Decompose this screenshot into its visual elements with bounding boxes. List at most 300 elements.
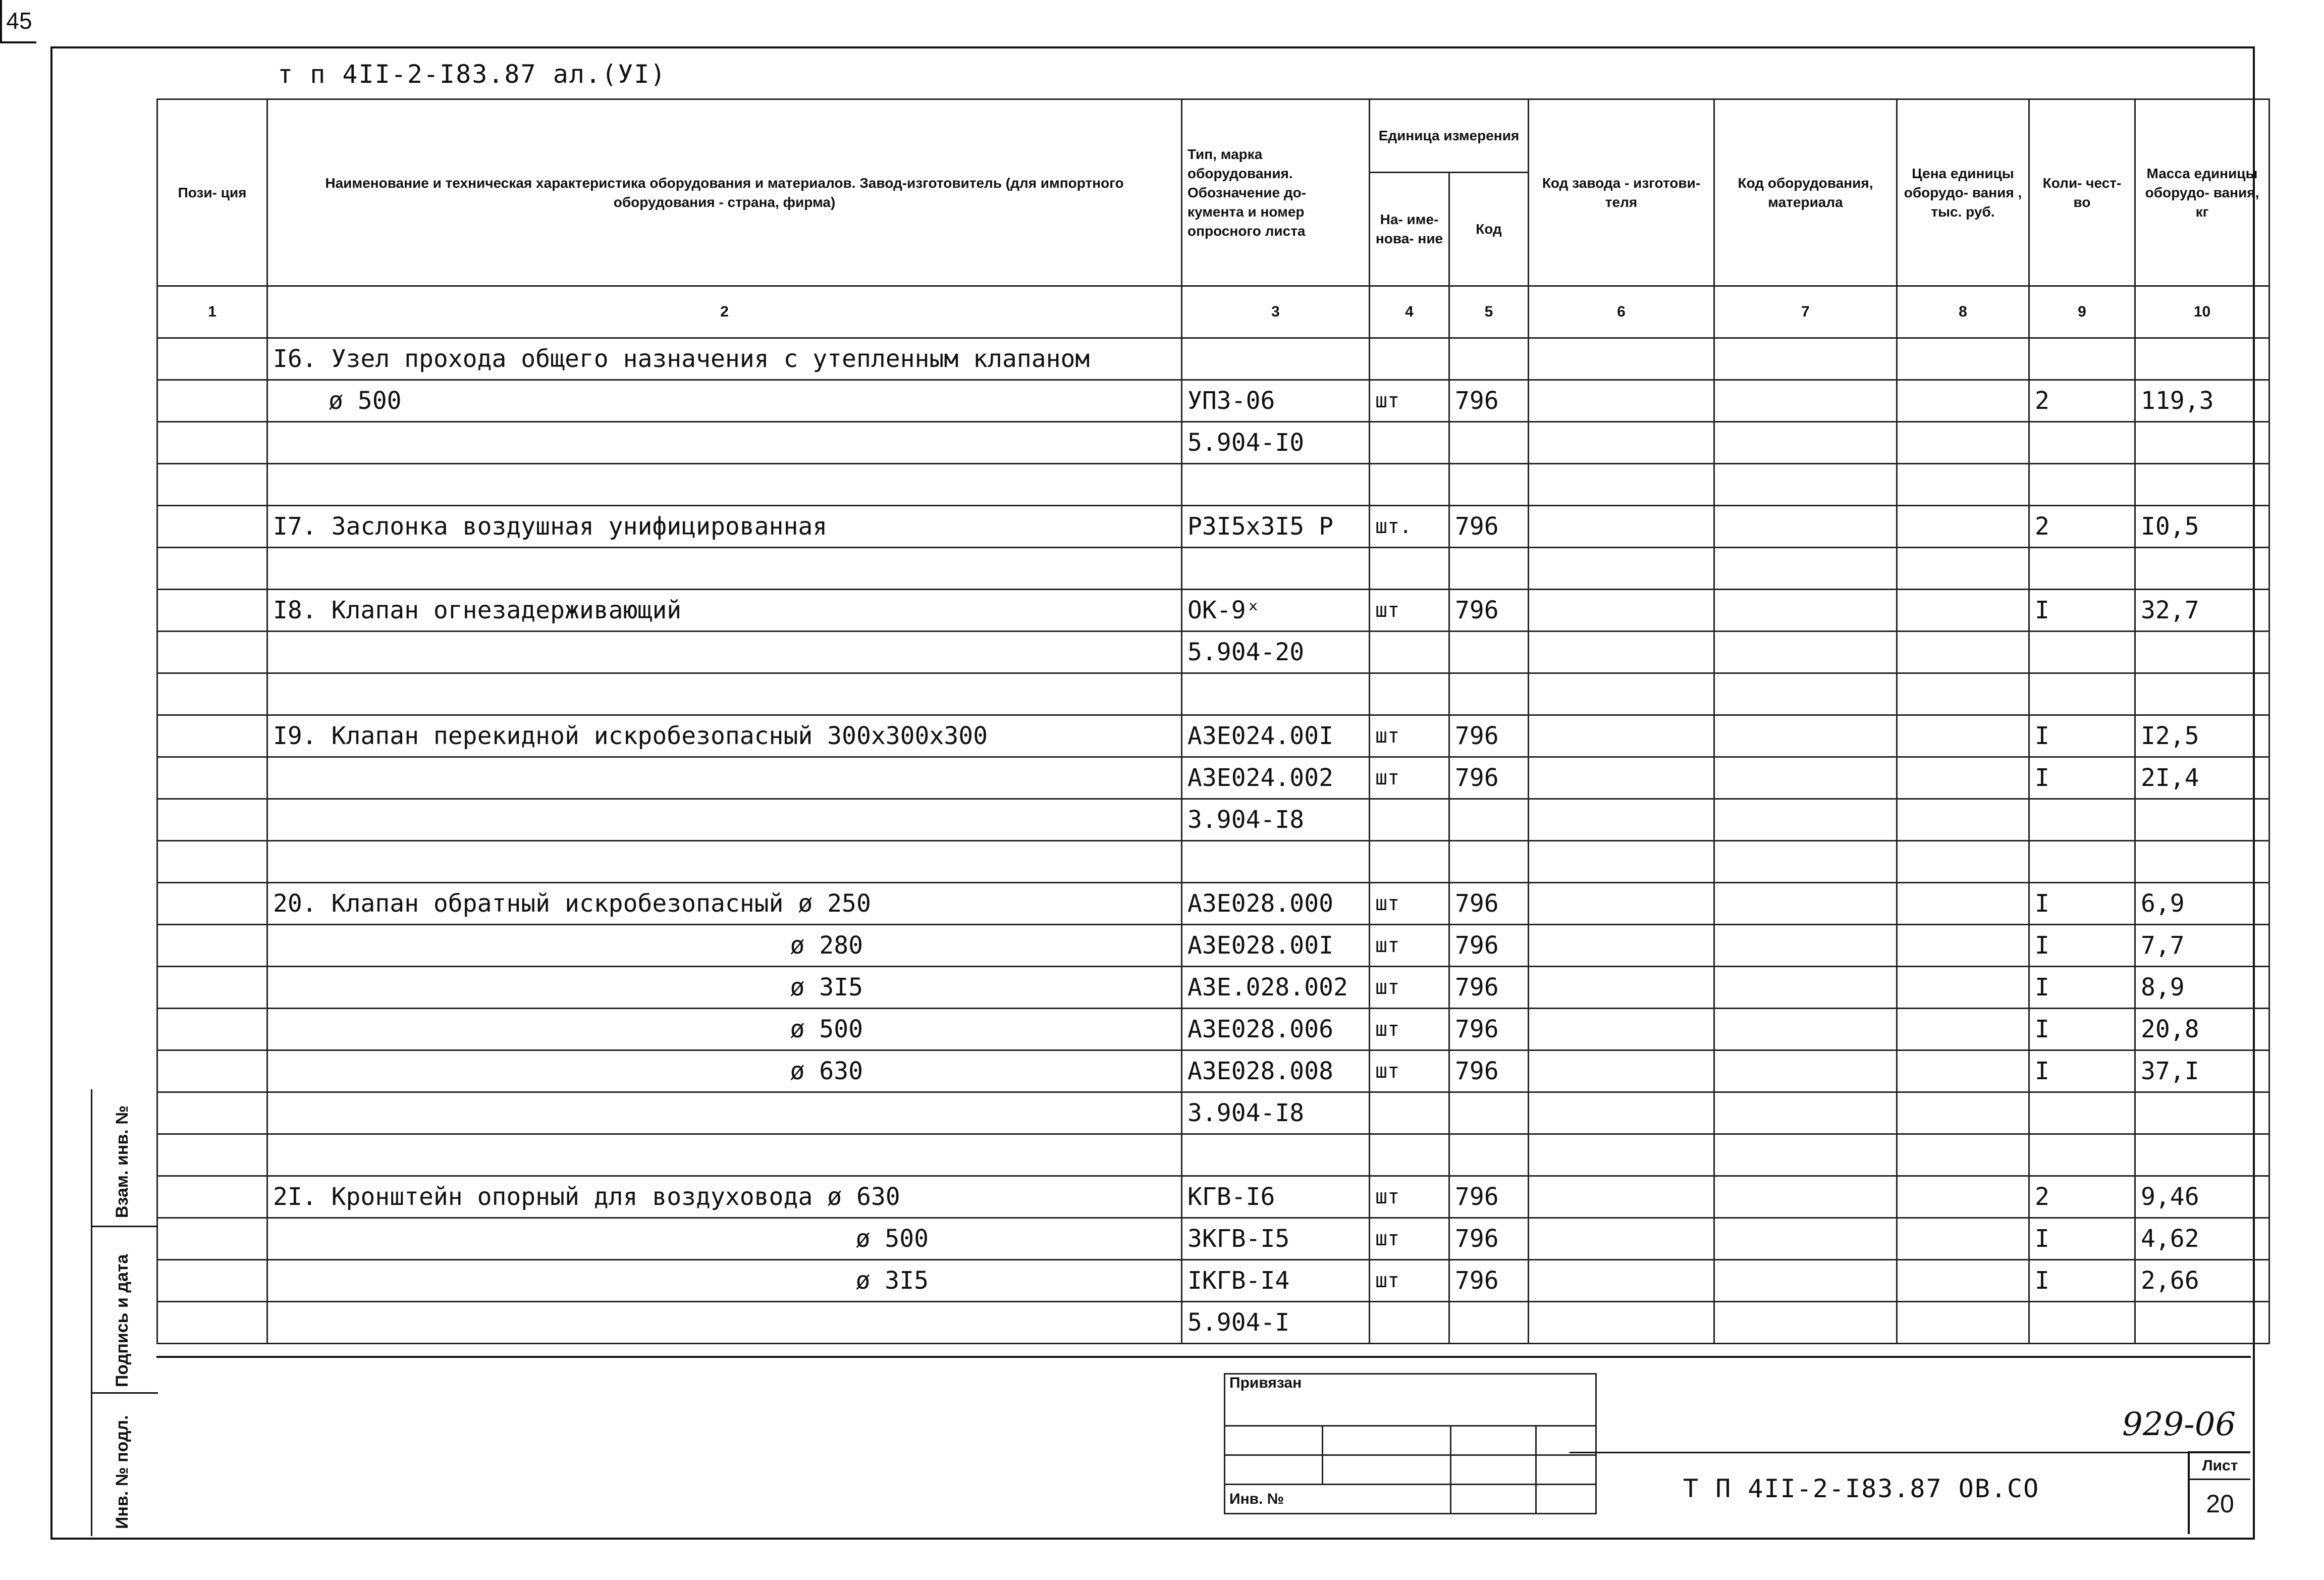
cell-code (1449, 1134, 1529, 1176)
cell-qty (2029, 841, 2135, 883)
cell-code: 796 (1449, 506, 1529, 548)
cell-mass (2135, 422, 2269, 464)
table-row (157, 757, 2269, 799)
cell-unit: шт (1370, 1009, 1449, 1050)
cell-qty (2029, 1092, 2135, 1134)
cell-code: 796 (1449, 1050, 1529, 1092)
cell-type: 5.904-I0 (1182, 422, 1370, 464)
cell-pos (157, 967, 267, 1009)
cell-unit (1370, 673, 1449, 715)
cell-unit: шт (1370, 380, 1449, 422)
cell-price (1897, 841, 2029, 883)
cell-factory (1529, 1009, 1714, 1050)
table-row (157, 464, 2269, 506)
cell-type: А3Е028.00I (1182, 925, 1370, 967)
cell-factory (1529, 338, 1714, 380)
side-cell-replacement (92, 1089, 158, 1227)
cell-factory (1529, 1050, 1714, 1092)
cell-name (267, 1092, 1182, 1134)
cell-code: 796 (1449, 380, 1529, 422)
col-header-unit-name: На- име- нова- ние (1370, 173, 1449, 286)
cell-factory (1529, 631, 1714, 673)
col-number: 3 (1182, 286, 1370, 338)
cell-pos (157, 841, 267, 883)
cell-qty (2029, 673, 2135, 715)
cell-equip (1714, 757, 1897, 799)
cell-code: 796 (1449, 883, 1529, 925)
cell-name (267, 1302, 1182, 1344)
cell-code: 796 (1449, 715, 1529, 757)
cell-factory (1529, 380, 1714, 422)
cell-mass: 4,62 (2135, 1218, 2269, 1260)
cell-unit: шт (1370, 590, 1449, 631)
cell-name (267, 1134, 1182, 1176)
cell-qty (2029, 464, 2135, 506)
cell-code (1449, 799, 1529, 841)
cell-price (1897, 548, 2029, 590)
cell-qty: 2 (2029, 1176, 2135, 1218)
cell-equip (1714, 1092, 1897, 1134)
cell-pos (157, 1302, 267, 1344)
cell-mass (2135, 799, 2269, 841)
table-row (157, 673, 2269, 715)
cell-pos (157, 715, 267, 757)
cell-type (1182, 548, 1370, 590)
cell-equip (1714, 1302, 1897, 1344)
cell-type (1182, 1134, 1370, 1176)
cell-name (267, 799, 1182, 841)
cell-type: 3КГВ-I5 (1182, 1218, 1370, 1260)
cell-mass: 119,3 (2135, 380, 2269, 422)
cell-pos (157, 925, 267, 967)
cell-price (1897, 380, 2029, 422)
cell-factory (1529, 590, 1714, 631)
cell-mass (2135, 631, 2269, 673)
cell-price (1897, 631, 2029, 673)
col-number: 6 (1529, 286, 1714, 338)
cell-mass (2135, 841, 2269, 883)
cell-price (1897, 1092, 2029, 1134)
cell-qty (2029, 1134, 2135, 1176)
cell-qty: I (2029, 883, 2135, 925)
cell-mass (2135, 548, 2269, 590)
cell-unit: шт (1370, 1218, 1449, 1260)
cell-equip (1714, 464, 1897, 506)
cell-code: 796 (1449, 925, 1529, 967)
col-header-type: Тип, марка оборудования. Обозначение до- кумента и номер опросного листа (1182, 99, 1370, 286)
cell-code (1449, 1092, 1529, 1134)
cell-price (1897, 422, 2029, 464)
table-row (157, 338, 2269, 380)
stamp-inv-label: Инв. № (1225, 1485, 1451, 1514)
cell-price (1897, 673, 2029, 715)
cell-unit (1370, 464, 1449, 506)
table-row (157, 548, 2269, 590)
col-number: 9 (2029, 286, 2135, 338)
cell-qty: I (2029, 967, 2135, 1009)
col-header-name: Наименование и техническая характеристика оборудования и материалов. Завод-изготовитель (для импортного оборудования - страна, фирма) (267, 99, 1182, 286)
cell-type: А3Е028.000 (1182, 883, 1370, 925)
table-row (157, 1302, 2269, 1344)
cell-equip (1714, 1050, 1897, 1092)
cell-price (1897, 464, 2029, 506)
cell-code: 796 (1449, 1009, 1529, 1050)
cell-unit (1370, 1134, 1449, 1176)
table-row (157, 1050, 2269, 1092)
cell-unit: шт. (1370, 506, 1449, 548)
cell-qty (2029, 338, 2135, 380)
cell-equip (1714, 1009, 1897, 1050)
cell-equip (1714, 506, 1897, 548)
table-row (157, 925, 2269, 967)
cell-name (267, 841, 1182, 883)
cell-unit: шт (1370, 883, 1449, 925)
cell-code: 796 (1449, 967, 1529, 1009)
cell-type (1182, 841, 1370, 883)
cell-qty: I (2029, 757, 2135, 799)
cell-qty: I (2029, 1050, 2135, 1092)
cell-type: А3Е024.00I (1182, 715, 1370, 757)
table-row (157, 883, 2269, 925)
cell-type: 3.904-I8 (1182, 1092, 1370, 1134)
cell-equip (1714, 673, 1897, 715)
cell-name (267, 673, 1182, 715)
table-row (157, 715, 2269, 757)
cell-factory (1529, 1218, 1714, 1260)
cell-mass: 32,7 (2135, 590, 2269, 631)
attachment-stamp (1224, 1373, 1597, 1514)
cell-type: IКГВ-I4 (1182, 1260, 1370, 1302)
cell-equip (1714, 1176, 1897, 1218)
col-header-unit: Единица измерения (1370, 99, 1529, 173)
cell-unit (1370, 422, 1449, 464)
cell-code (1449, 422, 1529, 464)
cell-factory (1529, 841, 1714, 883)
cell-unit (1370, 1092, 1449, 1134)
table-row (157, 799, 2269, 841)
cell-price (1897, 338, 2029, 380)
table-row (157, 1176, 2269, 1218)
cell-factory (1529, 673, 1714, 715)
cell-unit: шт (1370, 967, 1449, 1009)
side-label-inventory: Инв. № подл. (113, 1415, 132, 1529)
cell-type (1182, 464, 1370, 506)
side-label-replacement: Взам. инв. № (113, 1105, 132, 1218)
cell-pos (157, 883, 267, 925)
cell-qty (2029, 1302, 2135, 1344)
table-row (157, 380, 2269, 422)
cell-name: I8. Клапан огнезадерживающий (267, 590, 1182, 631)
cell-unit (1370, 338, 1449, 380)
cell-qty: I (2029, 1260, 2135, 1302)
col-header-factory-code: Код завода - изготови- теля (1529, 99, 1714, 286)
cell-code (1449, 841, 1529, 883)
cell-name (267, 548, 1182, 590)
sheet-number: 20 (2206, 1490, 2234, 1518)
cell-unit: шт (1370, 1176, 1449, 1218)
cell-equip (1714, 1218, 1897, 1260)
cell-factory (1529, 715, 1714, 757)
cell-price (1897, 799, 2029, 841)
cell-equip (1714, 715, 1897, 757)
cell-mass: I0,5 (2135, 506, 2269, 548)
cell-name: ø 280 (267, 925, 1182, 967)
cell-pos (157, 506, 267, 548)
cell-mass: 2,66 (2135, 1260, 2269, 1302)
cell-factory (1529, 1092, 1714, 1134)
cell-pos (157, 757, 267, 799)
cell-qty (2029, 548, 2135, 590)
cell-code (1449, 631, 1529, 673)
table-row (157, 506, 2269, 548)
cell-mass: 2I,4 (2135, 757, 2269, 799)
cell-unit: шт (1370, 757, 1449, 799)
cell-code (1449, 338, 1529, 380)
col-header-mass: Масса единицы оборудо- вания, кг (2135, 99, 2269, 286)
cell-qty: I (2029, 590, 2135, 631)
cell-equip (1714, 925, 1897, 967)
cell-factory (1529, 757, 1714, 799)
cell-name: ø 500 (267, 1218, 1182, 1260)
cell-price (1897, 1218, 2029, 1260)
cell-factory (1529, 799, 1714, 841)
cell-factory (1529, 1176, 1714, 1218)
page-number: 45 (0, 0, 36, 43)
cell-price (1897, 1050, 2029, 1092)
cell-price (1897, 1134, 2029, 1176)
cell-mass: 9,46 (2135, 1176, 2269, 1218)
cell-qty: 2 (2029, 380, 2135, 422)
cell-equip (1714, 338, 1897, 380)
cell-type: 5.904-20 (1182, 631, 1370, 673)
cell-qty: 2 (2029, 506, 2135, 548)
col-number: 10 (2135, 286, 2269, 338)
table-row (157, 967, 2269, 1009)
cell-name (267, 757, 1182, 799)
side-cell-signature (92, 1227, 158, 1394)
cell-pos (157, 1260, 267, 1302)
cell-price (1897, 1009, 2029, 1050)
cell-code (1449, 548, 1529, 590)
cell-qty: I (2029, 715, 2135, 757)
cell-equip (1714, 799, 1897, 841)
cell-unit: шт (1370, 925, 1449, 967)
cell-equip (1714, 967, 1897, 1009)
cell-code (1449, 1302, 1529, 1344)
cell-mass: 20,8 (2135, 1009, 2269, 1050)
cell-type (1182, 673, 1370, 715)
table-row (157, 1260, 2269, 1302)
cell-name: I6. Узел прохода общего назначения с утепленным клапаном (267, 338, 1182, 380)
cell-factory (1529, 464, 1714, 506)
table-row (157, 841, 2269, 883)
side-stamp (91, 1089, 158, 1536)
cell-equip (1714, 590, 1897, 631)
table-row (157, 631, 2269, 673)
cell-mass (2135, 1302, 2269, 1344)
cell-price (1897, 1176, 2029, 1218)
cell-pos (157, 548, 267, 590)
cell-equip (1714, 548, 1897, 590)
bottom-divider (156, 1356, 2251, 1358)
table-row (157, 422, 2269, 464)
cell-type: А3Е028.006 (1182, 1009, 1370, 1050)
cell-equip (1714, 380, 1897, 422)
cell-type: А3Е.028.002 (1182, 967, 1370, 1009)
side-cell-inventory (92, 1394, 158, 1534)
col-header-price: Цена единицы оборудо- вания , тыс. руб. (1897, 99, 2029, 286)
stamp-attached-label: Привязан (1225, 1374, 1596, 1426)
col-header-quantity: Коли- чест- во (2029, 99, 2135, 286)
table-row (157, 1218, 2269, 1260)
cell-qty: I (2029, 1218, 2135, 1260)
cell-code (1449, 673, 1529, 715)
cell-unit: шт (1370, 715, 1449, 757)
cell-name: 2I. Кронштейн опорный для воздуховода ø 630 (267, 1176, 1182, 1218)
cell-pos (157, 590, 267, 631)
cell-price (1897, 715, 2029, 757)
cell-mass (2135, 464, 2269, 506)
cell-pos (157, 631, 267, 673)
cell-name (267, 464, 1182, 506)
cell-pos (157, 799, 267, 841)
cell-type: КГВ-I6 (1182, 1176, 1370, 1218)
col-header-unit-code: Код (1449, 173, 1529, 286)
cell-qty: I (2029, 1009, 2135, 1050)
cell-equip (1714, 883, 1897, 925)
cell-factory (1529, 548, 1714, 590)
col-header-position: Пози- ция (157, 99, 267, 286)
col-number: 2 (267, 286, 1182, 338)
cell-unit (1370, 799, 1449, 841)
cell-price (1897, 757, 2029, 799)
table-row (157, 1134, 2269, 1176)
cell-mass: 37,I (2135, 1050, 2269, 1092)
cell-mass: 6,9 (2135, 883, 2269, 925)
cell-price (1897, 1260, 2029, 1302)
sheet-label: Лист (2190, 1453, 2250, 1480)
table-row (157, 1009, 2269, 1050)
cell-unit (1370, 841, 1449, 883)
cell-factory (1529, 1134, 1714, 1176)
cell-mass: 7,7 (2135, 925, 2269, 967)
cell-mass: I2,5 (2135, 715, 2269, 757)
cell-type: Р3I5х3I5 Р (1182, 506, 1370, 548)
cell-factory (1529, 967, 1714, 1009)
sheet-box (2188, 1451, 2250, 1534)
cell-price (1897, 883, 2029, 925)
cell-type (1182, 338, 1370, 380)
cell-mass (2135, 673, 2269, 715)
cell-mass (2135, 1092, 2269, 1134)
cell-factory (1529, 1302, 1714, 1344)
side-label-signature: Подпись и дата (113, 1254, 132, 1387)
cell-pos (157, 422, 267, 464)
cell-name: ø 500 (267, 380, 1182, 422)
cell-price (1897, 590, 2029, 631)
cell-equip (1714, 631, 1897, 673)
cell-code: 796 (1449, 1260, 1529, 1302)
cell-price (1897, 1302, 2029, 1344)
cell-pos (157, 1218, 267, 1260)
cell-pos (157, 1134, 267, 1176)
cell-unit (1370, 548, 1449, 590)
cell-type: А3Е028.008 (1182, 1050, 1370, 1092)
title-doc-code: Т П 4II-2-I83.87 ОВ.СО (1683, 1474, 2040, 1503)
cell-name: ø 3I5 (267, 1260, 1182, 1302)
cell-qty: I (2029, 925, 2135, 967)
col-number: 8 (1897, 286, 2029, 338)
cell-price (1897, 506, 2029, 548)
cell-mass: 8,9 (2135, 967, 2269, 1009)
cell-factory (1529, 925, 1714, 967)
cell-pos (157, 673, 267, 715)
cell-equip (1714, 422, 1897, 464)
cell-pos (157, 1176, 267, 1218)
cell-name: ø 630 (267, 1050, 1182, 1092)
cell-equip (1714, 1134, 1897, 1176)
cell-name: ø 500 (267, 1009, 1182, 1050)
title-block-line (1570, 1452, 2188, 1453)
cell-type: 3.904-I8 (1182, 799, 1370, 841)
cell-name: 20. Клапан обратный искробезопасный ø 250 (267, 883, 1182, 925)
cell-type: УПЗ-06 (1182, 380, 1370, 422)
cell-factory (1529, 883, 1714, 925)
cell-mass (2135, 338, 2269, 380)
cell-name (267, 631, 1182, 673)
cell-equip (1714, 841, 1897, 883)
cell-code (1449, 464, 1529, 506)
cell-unit: шт (1370, 1260, 1449, 1302)
cell-mass (2135, 1134, 2269, 1176)
cell-type: ОК-9ˣ (1182, 590, 1370, 631)
cell-equip (1714, 1260, 1897, 1302)
cell-pos (157, 338, 267, 380)
cell-price (1897, 925, 2029, 967)
cell-code: 796 (1449, 590, 1529, 631)
cell-qty (2029, 631, 2135, 673)
table-row (157, 590, 2269, 631)
specification-table (156, 98, 2270, 1344)
col-number: 1 (157, 286, 267, 338)
cell-factory (1529, 506, 1714, 548)
cell-qty (2029, 422, 2135, 464)
cell-code: 796 (1449, 757, 1529, 799)
cell-qty (2029, 799, 2135, 841)
cell-type: 5.904-I (1182, 1302, 1370, 1344)
col-number: 5 (1449, 286, 1529, 338)
header-doc-code: т п 4II-2-I83.87 ал.(УI) (278, 60, 667, 89)
handwritten-number: 929-06 (2122, 1406, 2236, 1443)
cell-pos (157, 1009, 267, 1050)
col-number: 4 (1370, 286, 1449, 338)
cell-code: 796 (1449, 1218, 1529, 1260)
cell-name: I9. Клапан перекидной искробезопасный 300х300х300 (267, 715, 1182, 757)
cell-unit (1370, 631, 1449, 673)
cell-type: А3Е024.002 (1182, 757, 1370, 799)
col-header-equipment-code: Код оборудования, материала (1714, 99, 1897, 286)
cell-pos (157, 1092, 267, 1134)
cell-name: ø 3I5 (267, 967, 1182, 1009)
table-row (157, 1092, 2269, 1134)
cell-unit: шт (1370, 1050, 1449, 1092)
cell-pos (157, 1050, 267, 1092)
cell-name (267, 422, 1182, 464)
cell-code: 796 (1449, 1176, 1529, 1218)
cell-pos (157, 464, 267, 506)
cell-factory (1529, 1260, 1714, 1302)
cell-pos (157, 380, 267, 422)
